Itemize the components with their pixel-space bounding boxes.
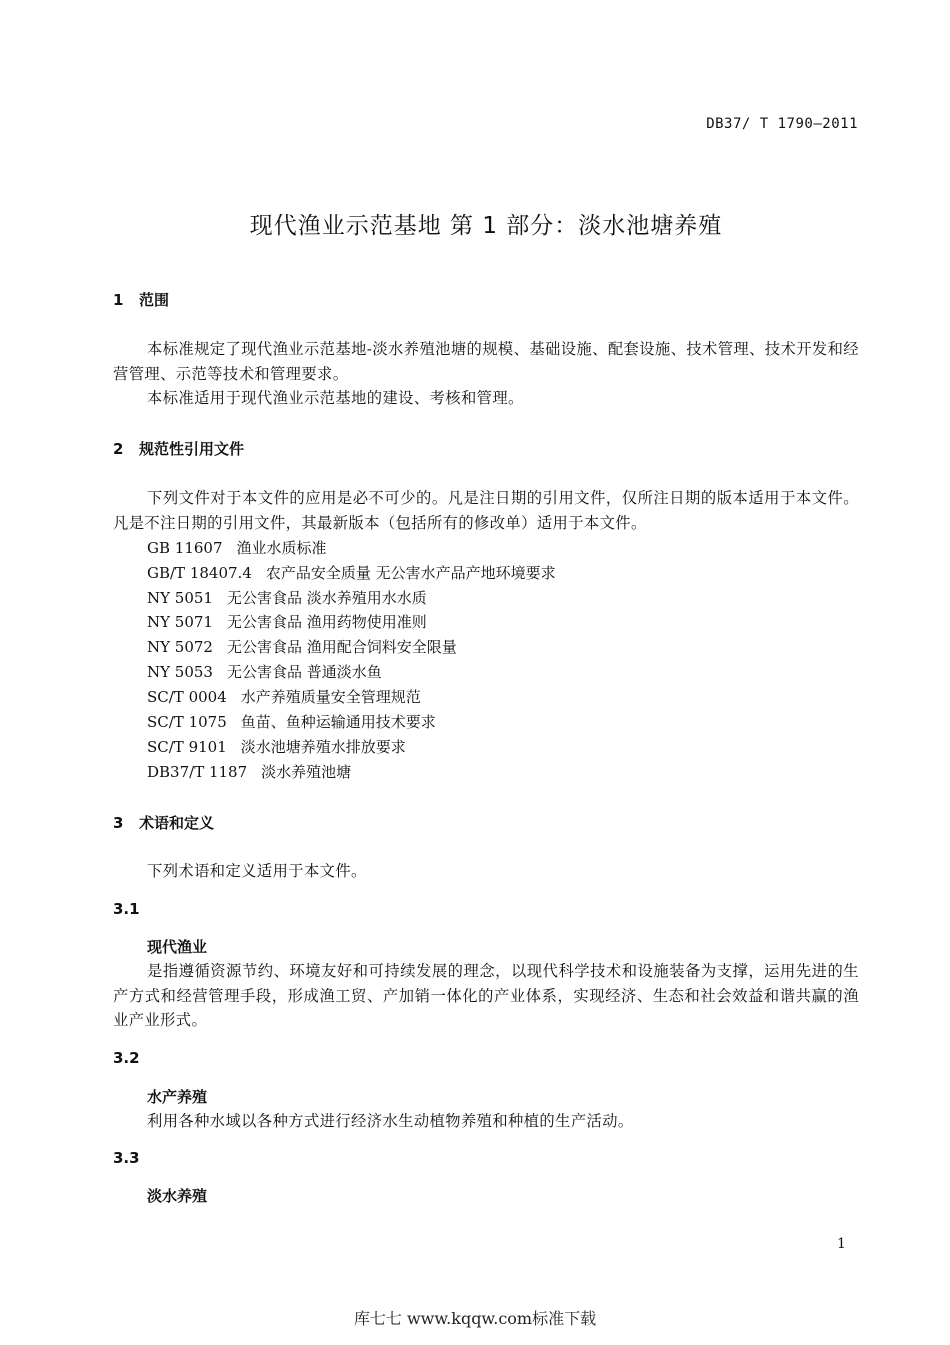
reference-item <box>147 761 351 782</box>
reference-title: 无公害食品 淡水养殖用水水质 <box>226 589 427 607</box>
reference-code: GB/T 18407.4 <box>147 564 252 582</box>
section-title: 范围 <box>139 291 170 309</box>
section-1-paragraph-1: 本标准规定了现代渔业示范基地-淡水养殖池塘的规模、基础设施、配套设施、技术管理、技术开发和经营管理、示范等技术和管理要求。 <box>113 340 859 383</box>
section-1-heading <box>113 289 169 310</box>
document-title: 现代渔业示范基地 第 1 部分：淡水池塘养殖 <box>249 213 723 239</box>
term-name: 淡水养殖 <box>147 1187 208 1205</box>
section-number: 3 <box>113 814 124 832</box>
reference-title: 无公害食品 渔用配合饲料安全限量 <box>226 638 457 656</box>
reference-code: NY 5053 <box>147 663 213 681</box>
reference-title: 无公害食品 普通淡水鱼 <box>226 663 382 681</box>
standard-code: DB37/ T 1790—2011 <box>706 116 858 132</box>
reference-code: NY 5071 <box>147 613 213 631</box>
term-name: 现代渔业 <box>147 938 208 956</box>
section-1-paragraph-2: 本标准适用于现代渔业示范基地的建设、考核和管理。 <box>147 389 524 407</box>
reference-code: SC/T 1075 <box>147 713 227 731</box>
reference-item <box>147 736 406 757</box>
reference-item <box>147 636 457 657</box>
reference-title: 水产养殖质量安全管理规范 <box>240 688 421 706</box>
term-number: 3.2 <box>113 1049 140 1067</box>
reference-item <box>147 611 427 632</box>
reference-title: 无公害食品 渔用药物使用准则 <box>226 613 427 631</box>
term-name: 水产养殖 <box>147 1088 208 1106</box>
reference-item <box>147 562 556 583</box>
term-definition: 是指遵循资源节约、环境友好和可持续发展的理念，以现代科学技术和设施装备为支撑，运用先进的生产方式和经营管理手段，形成渔工贸、产加销一体化的产业体系，实现经济、生态和社会效益和谐共赢的渔业产业形式。 <box>113 962 859 1029</box>
reference-item <box>147 711 436 732</box>
section-3-paragraph-1: 下列术语和定义适用于本文件。 <box>147 862 367 880</box>
section-3-heading <box>113 812 214 833</box>
reference-code: SC/T 9101 <box>147 738 227 756</box>
term-number: 3.3 <box>113 1149 140 1167</box>
term-number: 3.1 <box>113 900 140 918</box>
section-2-heading <box>113 438 244 459</box>
section-title: 术语和定义 <box>139 814 215 832</box>
footer-watermark: 库七七 www.kqqw.com标准下载 <box>353 1309 597 1328</box>
term-definition: 利用各种水域以各种方式进行经济水生动植物养殖和种植的生产活动。 <box>147 1112 634 1130</box>
section-number: 1 <box>113 291 124 309</box>
reference-title: 淡水池塘养殖水排放要求 <box>240 738 406 756</box>
reference-title: 渔业水质标准 <box>236 539 327 557</box>
reference-item <box>147 686 421 707</box>
reference-item <box>147 661 382 682</box>
page-number: 1 <box>837 1236 846 1252</box>
reference-code: DB37/T 1187 <box>147 763 248 781</box>
reference-item <box>147 537 327 558</box>
section-number: 2 <box>113 440 124 458</box>
reference-title: 淡水养殖池塘 <box>261 763 352 781</box>
reference-item <box>147 587 427 608</box>
reference-code: NY 5051 <box>147 589 213 607</box>
section-2-paragraph-1: 下列文件对于本文件的应用是必不可少的。凡是注日期的引用文件，仅所注日期的版本适用于本文件。凡是不注日期的引用文件，其最新版本（包括所有的修改单）适用于本文件。 <box>113 489 859 532</box>
reference-title: 农产品安全质量 无公害水产品产地环境要求 <box>265 564 556 582</box>
section-title: 规范性引用文件 <box>139 440 245 458</box>
reference-code: SC/T 0004 <box>147 688 227 706</box>
reference-code: GB 11607 <box>147 539 223 557</box>
reference-code: NY 5072 <box>147 638 213 656</box>
reference-title: 鱼苗、鱼种运输通用技术要求 <box>240 713 436 731</box>
